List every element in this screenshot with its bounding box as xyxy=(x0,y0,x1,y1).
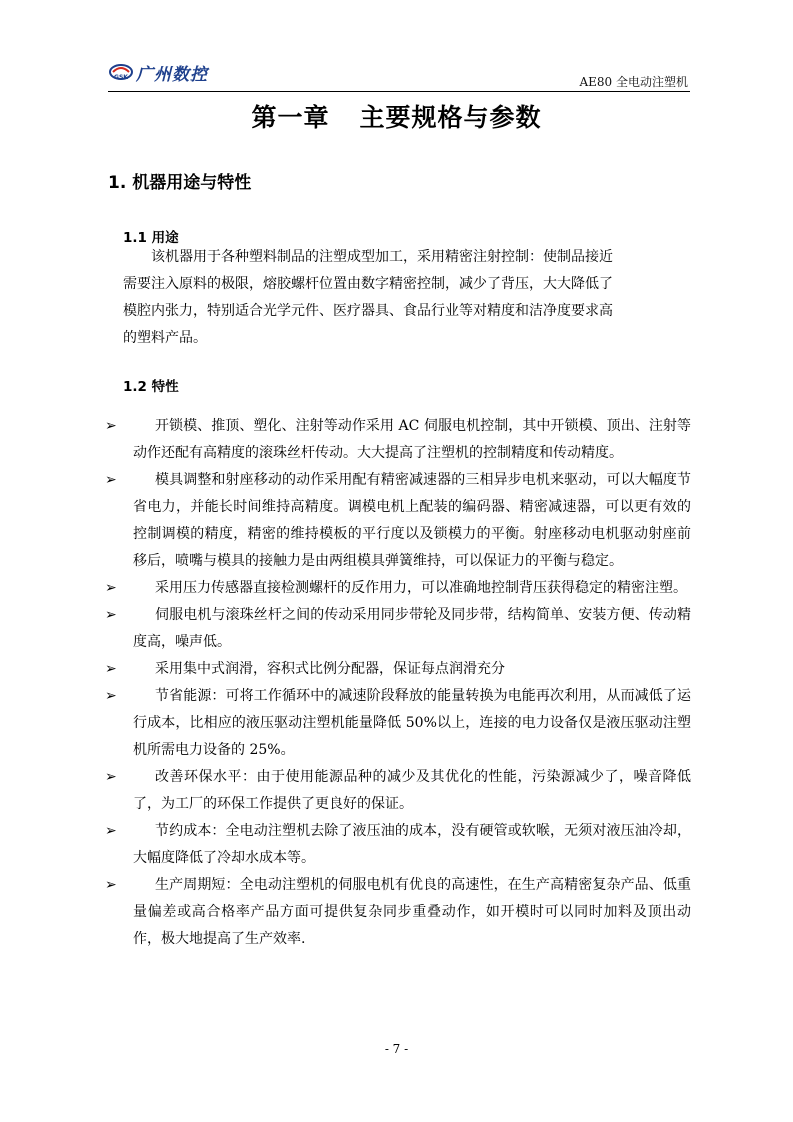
feature-text: 伺服电机与滚珠丝杆之间的传动采用同步带轮及同步带，结构简单、安装方便、传动精度高，噪声低。 xyxy=(133,607,691,650)
feature-text: 节约成本：全电动注塑机去除了液压油的成本，没有硬管或软喉，无须对液压油冷却，大幅度降低了冷却水成本等。 xyxy=(133,823,691,866)
feature-item xyxy=(105,467,691,575)
feature-text: 生产周期短：全电动注塑机的伺服电机有优良的高速性，在生产高精密复杂产品、低重量偏差或高合格率产品方面可提供复杂同步重叠动作，如开模时可以同时加料及顶出动作，极大地提高了生产效率. xyxy=(133,877,691,947)
company-logo xyxy=(108,61,208,83)
arrow-bullet-icon: ➢ xyxy=(105,661,117,677)
arrow-bullet-icon: ➢ xyxy=(105,769,117,785)
header-document-title: AE80 全电动注塑机 xyxy=(579,75,688,89)
subsection-title-usage: 1.1 用途 xyxy=(123,230,179,246)
feature-item xyxy=(105,602,691,656)
usage-line: 模腔内张力，特别适合光学元件、医疗器具、食品行业等对精度和洁净度要求高 xyxy=(123,303,613,319)
usage-line: 该机器用于各种塑料制品的注塑成型加工，采用精密注射控制：使制品接近 xyxy=(151,249,613,265)
features-list xyxy=(105,413,691,953)
section-title: 1. 机器用途与特性 xyxy=(108,173,252,193)
page-number: - 7 - xyxy=(384,1042,409,1056)
chapter-title xyxy=(0,98,793,134)
feature-item xyxy=(105,413,691,467)
feature-item xyxy=(105,575,691,602)
gsk-logo-icon xyxy=(108,62,134,82)
feature-text: 采用集中式润滑，容积式比例分配器，保证每点润滑充分 xyxy=(155,661,505,677)
feature-text: 改善环保水平：由于使用能源品种的减少及其优化的性能，污染源减少了，噪音降低了，为工厂的环保工作提供了更良好的保证。 xyxy=(133,769,691,812)
logo-text: 广州数控 xyxy=(136,64,208,85)
arrow-bullet-icon: ➢ xyxy=(105,823,117,839)
feature-text: 采用压力传感器直接检测螺杆的反作用力，可以准确地控制背压获得稳定的精密注塑。 xyxy=(155,580,687,596)
usage-paragraph xyxy=(123,244,689,352)
chapter-number: 第一章 xyxy=(251,103,330,132)
usage-line: 需要注入原料的极限，熔胶螺杆位置由数字精密控制，减少了背压，大大降低了 xyxy=(123,276,613,292)
feature-item xyxy=(105,872,691,953)
chapter-name: 主要规格与参数 xyxy=(359,103,542,132)
feature-item xyxy=(105,818,691,872)
feature-text: 模具调整和射座移动的动作采用配有精密减速器的三相异步电机来驱动，可以大幅度节省电力，并能长时间维持高精度。调模电机上配装的编码器、精密减速器，可以更有效的控制调模的精度，精密的维持模板的平行度以及锁模力的平衡。射座移动电机驱动射座前移后，喷嘴与模具的接触力是由两组模具弹簧维持，可以保证力的平衡与稳定。 xyxy=(133,472,691,569)
arrow-bullet-icon: ➢ xyxy=(105,580,117,596)
page-header xyxy=(108,55,690,92)
feature-item xyxy=(105,764,691,818)
arrow-bullet-icon: ➢ xyxy=(105,418,117,434)
arrow-bullet-icon: ➢ xyxy=(105,607,117,623)
subsection-title-features: 1.2 特性 xyxy=(123,379,179,395)
arrow-bullet-icon: ➢ xyxy=(105,688,117,704)
feature-text: 开锁模、推顶、塑化、注射等动作采用 AC 伺服电机控制，其中开锁模、顶出、注射等动作还配有高精度的滚珠丝杆传动。大大提高了注塑机的控制精度和传动精度。 xyxy=(133,418,691,461)
feature-text: 节省能源：可将工作循环中的减速阶段释放的能量转换为电能再次利用，从而减低了运行成本，比相应的液压驱动注塑机能量降低 50%以上，连接的电力设备仅是液压驱动注塑机所需电力设备的 25%。 xyxy=(133,688,691,758)
arrow-bullet-icon: ➢ xyxy=(105,877,117,893)
usage-line: 的塑料产品。 xyxy=(123,330,207,346)
feature-item xyxy=(105,683,691,764)
feature-item xyxy=(105,656,691,683)
svg-text:GSK: GSK xyxy=(114,74,128,81)
arrow-bullet-icon: ➢ xyxy=(105,472,117,488)
